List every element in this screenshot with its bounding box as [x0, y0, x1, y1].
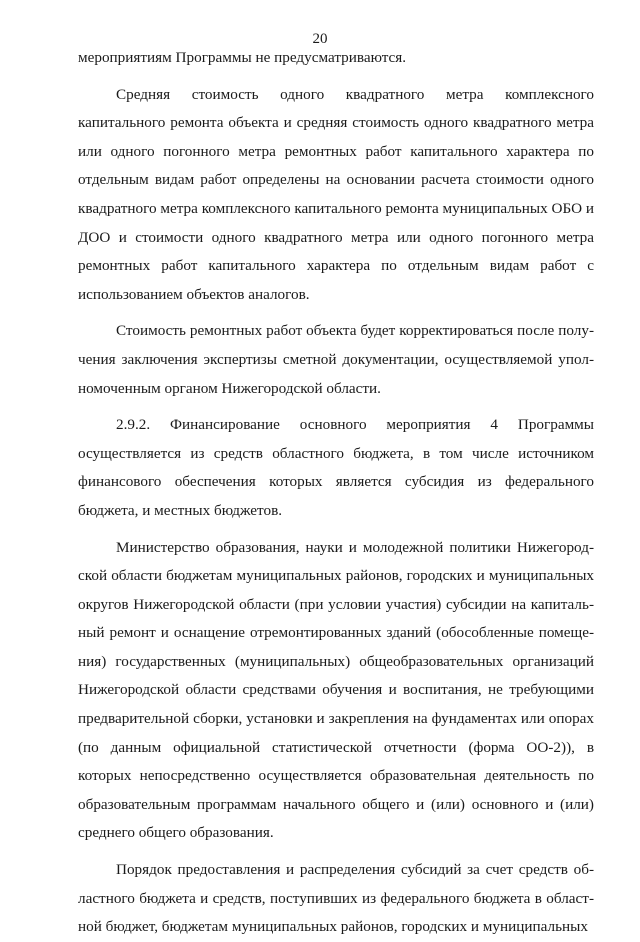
paragraph-ministry-subsidies: Министерство образования, науки и молодежной политики Нижегородской области бюджетам муниципальных районов, городских и муниципальных округов Нижегородской области (при условии участия) субсидии на капитальный ремонт и оснащение отремонтированных зданий (обособленные помещения) государственных (муниципальных) общеобразовательных организаций Нижегородской области средствами обучения и воспитания, не требующими предварительной сборки, установки и закрепления на фундаментах или опорах (по данным официальной статистической отчетности (форма ОО-2)), в которых непосредственно осуществляется образовательная деятельность по образовательным программам начального общего и (или) основного и (или) среднего общего образования.	[78, 538, 594, 842]
paragraph-financing-2-9-2: 2.9.2. Финансирование основного мероприятия 4 Программы осуществляется из средств областного бюджета, в том числе источником финансового обеспечения которых является субсидия из федерального бюджета, и местных бюджетов.	[78, 416, 594, 519]
page-number: 20	[312, 31, 328, 47]
paragraph-subsidy-procedure: Порядок предоставления и распределения субсидий за счет средств областного бюджета и средств, поступивших из федерального бюджета в областной бюджет, бюджетам муниципальных районов, городских и муниципальных	[78, 861, 594, 936]
paragraph-continuation: мероприятиям Программы не предусматриваются.	[78, 49, 407, 66]
document-body	[78, 44, 594, 942]
paragraph-average-cost: Средняя стоимость одного квадратного метра комплексного капитального ремонта объекта и средняя стоимость одного квадратного метра или одного погонного метра ремонтных работ капитального характера по отдельным видам работ определены на основании расчета стоимости одного квадратного метра комплексного капитального ремонта муниципальных ОБО и ДОО и стоимости одного квадратного метра или одного погонного метра ремонтных работ капитального характера по отдельным видам работ с использованием объектов аналогов.	[78, 85, 594, 303]
paragraph-repair-cost-adjustment: Стоимость ремонтных работ объекта будет корректироваться после получения заключения экспертизы сметной документации, осуществляемой уполномоченным органом Нижегородской области.	[78, 322, 594, 397]
